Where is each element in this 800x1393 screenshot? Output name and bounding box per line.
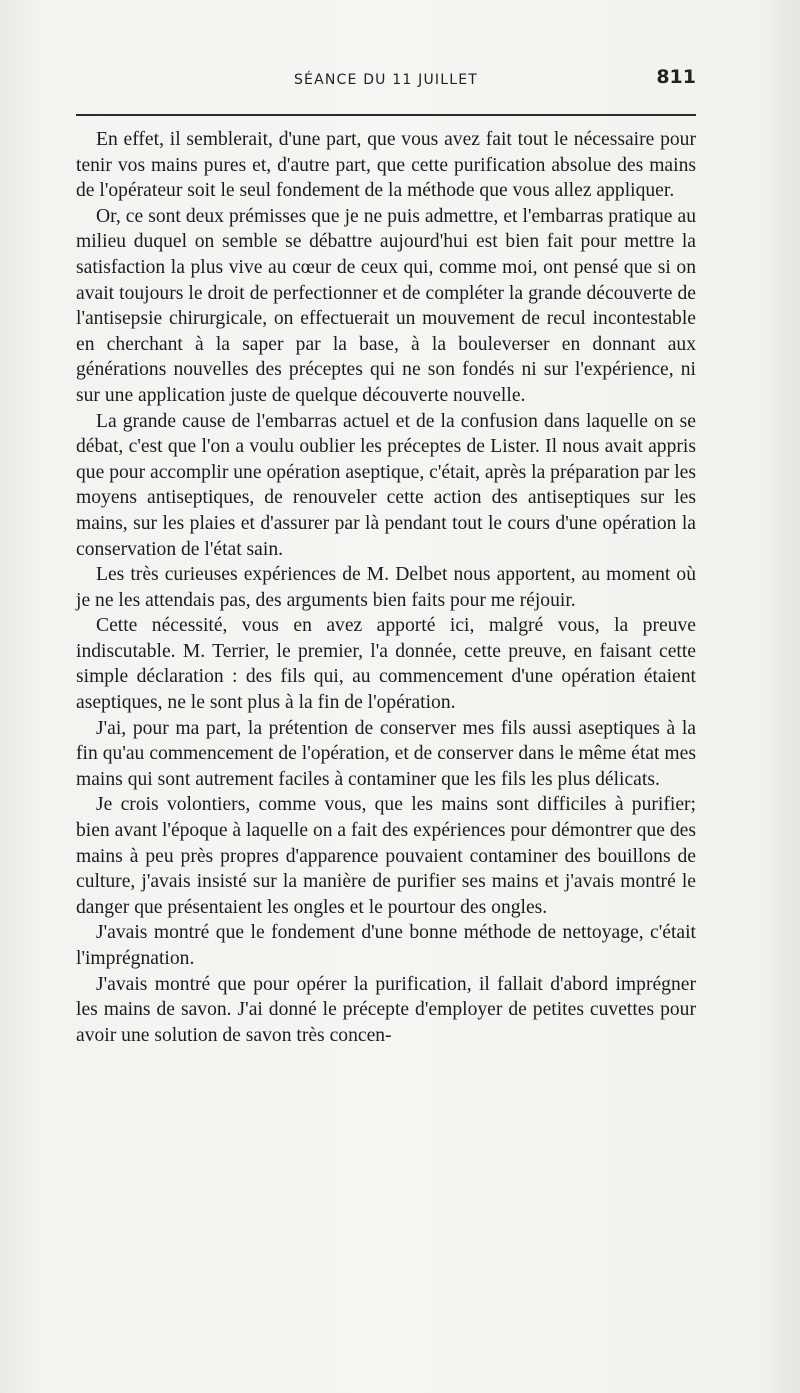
- running-head: SÉANCE DU 11 JUILLET: [293, 72, 479, 88]
- paragraph: Or, ce sont deux prémisses que je ne puis admettre, et l'embarras pratique au milieu duquel on semble se débattre aujourd'hui est bien fait pour mettre la satisfaction la plus vive au cœur de ceux qui, comme moi, ont pensé que si on avait toujours le droit de perfectionner et de compléter la grande découverte de l'antisepsie chirurgicale, on effectuerait un mouvement de recul incontestable en cherchant à la saper par la base, à la bouleverser en donnant aux générations nouvelles des préceptes qui ne son fondés ni sur l'expérience, ni sur une application juste de quelque découverte nouvelle.: [76, 205, 696, 406]
- paragraph: En effet, il semblerait, d'une part, que vous avez fait tout le nécessaire pour tenir vos mains pures et, d'autre part, que cette purification absolue des mains de l'opérateur soit le seul fondement de la méthode que vous allez appliquer.: [76, 129, 696, 202]
- body-text: [76, 127, 696, 1048]
- paragraph: Cette nécessité, vous en avez apporté ici, malgré vous, la preuve indiscutable. M. Terrier, le premier, l'a donnée, cette preuve, en faisant cette simple déclaration : des fils qui, au commencement d'une opération étaient aseptiques, ne le sont plus à la fin de l'opération.: [76, 615, 696, 714]
- paragraph: Les très curieuses expériences de M. Delbet nous apportent, au moment où je ne les attendais pas, des arguments bien faits pour me réjouir.: [76, 564, 696, 611]
- header-rule: [76, 114, 696, 116]
- page-header: [76, 66, 696, 92]
- paragraph: La grande cause de l'embarras actuel et de la confusion dans laquelle on se débat, c'est que l'on a voulu oublier les préceptes de Lister. Il nous avait appris que pour accomplir une opération aseptique, c'était, après la préparation par les moyens antiseptiques, de renouveler cette action des antiseptiques sur les mains, sur les plaies et d'assurer par là pendant tout le cours d'une opération la conservation de l'état sain.: [76, 410, 696, 560]
- paragraph: J'avais montré que le fondement d'une bonne méthode de nettoyage, c'était l'imprégnation.: [76, 922, 696, 969]
- paragraph: Je crois volontiers, comme vous, que les mains sont difficiles à purifier; bien avant l'époque à laquelle on a fait des expériences pour démontrer que des mains à peu près propres d'apparence pouvaient contaminer des bouillons de culture, j'avais insisté sur la manière de purifier ses mains et j'avais montré le danger que présentaient les ongles et le pourtour des ongles.: [76, 794, 696, 918]
- page-number: 811: [656, 66, 696, 88]
- paragraph: J'avais montré que pour opérer la purification, il fallait d'abord imprégner les mains de savon. J'ai donné le précepte d'employer de petites cuvettes pour avoir une solution de savon très concen-: [76, 973, 696, 1046]
- paragraph: J'ai, pour ma part, la prétention de conserver mes fils aussi aseptiques à la fin qu'au commencement de l'opération, et de conserver dans le même état mes mains qui sont autrement faciles à contaminer que les fils les plus délicats.: [76, 717, 696, 790]
